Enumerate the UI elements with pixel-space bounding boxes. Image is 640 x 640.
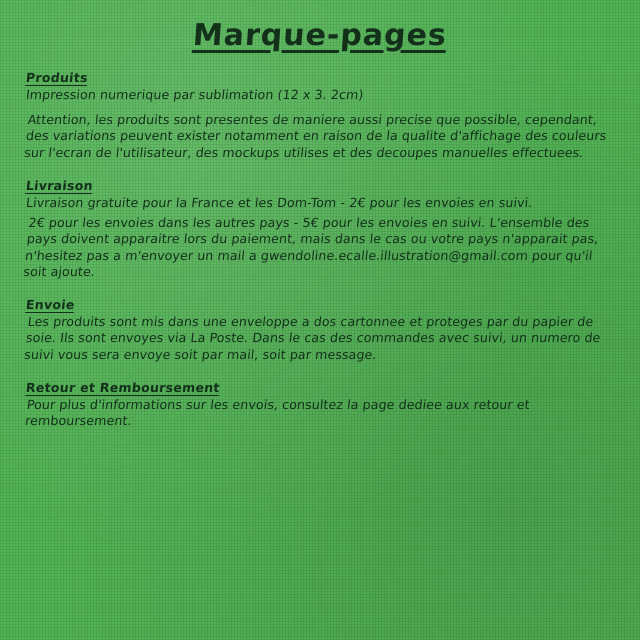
paragraph: Attention, les produits sont presentes de maniere aussi precise que possible, cependant, des variations peuvent exister notamment en raison de la qualite d'affichage des couleurs sur l'ecran de l'utilisateur, des mockups utilises et des decoupes manuelles effectuees.: [23, 112, 608, 161]
section-heading-produits: Produits: [25, 70, 89, 85]
section-heading-envoie: Envoie: [25, 297, 76, 313]
paragraph: Impression numerique par sublimation (12 x 3. 2cm): [25, 87, 365, 102]
section-retour-remboursement: [26, 377, 612, 430]
page-title: Marque-pages: [191, 18, 449, 53]
paragraph: Les produits sont mis dans une enveloppe a dos cartonnee et proteges par du papier de soie. Ils sont envoyes via La Poste. Dans le cas des commandes avec suivi, un numero de suivi vous sera envoye soit par mail, soit par message.: [23, 314, 602, 362]
paragraph: 2€ pour les envoies dans les autres pays - 5€ pour les envoies en suivi. L'ensemble des pays doivent apparaitre lors du paiement, mais dans le cas ou votre pays n'apparait pas, n'hesitez pas a m'envoyer un mail a gwendoline.ecalle.illustration@gmail.com pour qu'il soit ajoute.: [22, 214, 600, 279]
paragraph: Pour plus d'informations sur les envois, consultez la page dediee aux retour et remboursement.: [24, 397, 531, 429]
section-heading-retour-remboursement: Retour et Remboursement: [25, 380, 221, 396]
section-livraison: [22, 175, 612, 280]
section-produits: [23, 67, 612, 161]
paragraph: Livraison gratuite pour la France et les Dom-Tom - 2€ pour les envoies en suivi.: [25, 195, 534, 211]
page-content: [20, 67, 620, 430]
section-envoie: [23, 294, 612, 363]
section-heading-livraison: Livraison: [25, 178, 94, 194]
